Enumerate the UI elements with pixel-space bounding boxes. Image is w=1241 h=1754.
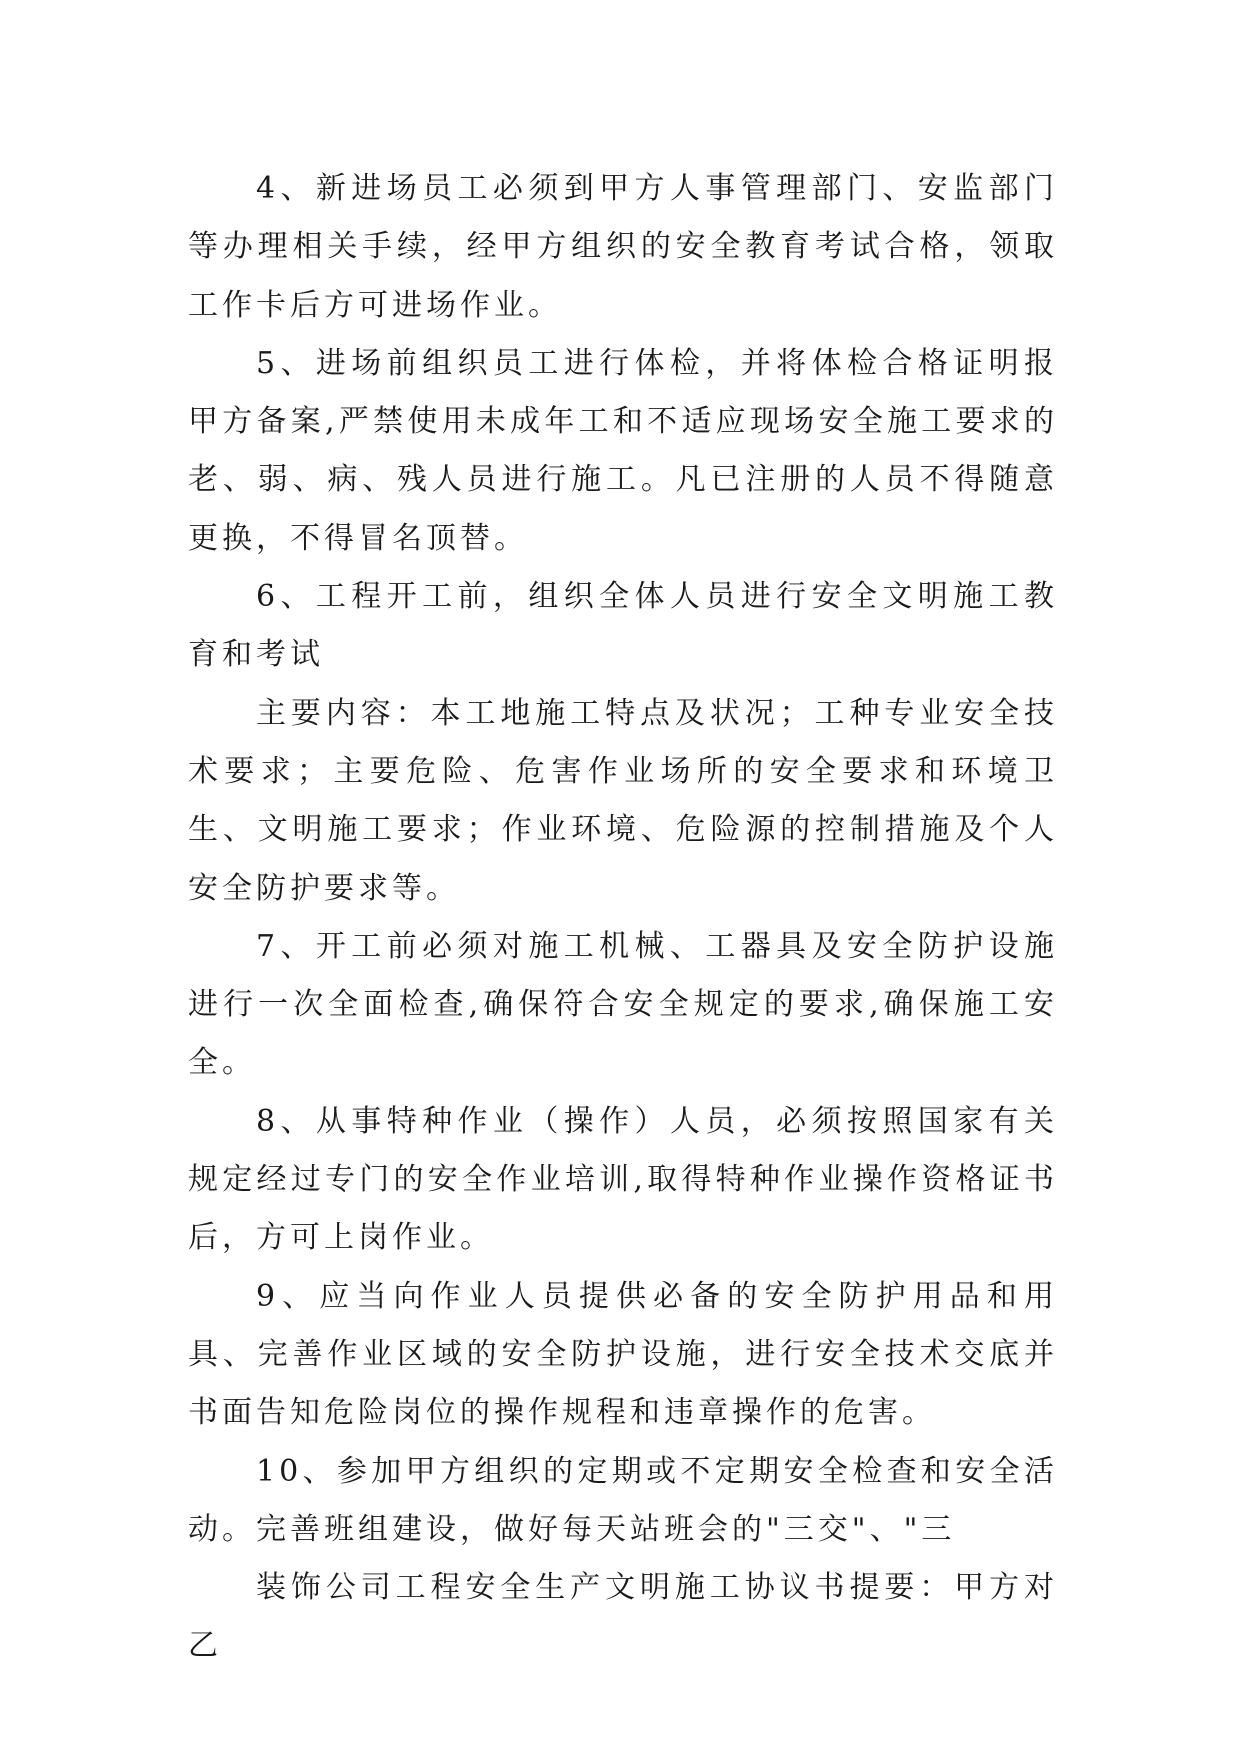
paragraph-5: 5、进场前组织员工进行体检，并将体检合格证明报甲方备案,严禁使用未成年工和不适应现场安全施工要求的老、弱、病、残人员进行施工。凡已注册的人员不得随意更换，不得冒名顶替。 (188, 345, 1058, 556)
paragraph-10: 10、参加甲方组织的定期或不定期安全检查和安全活动。完善班组建设，做好每天站班会的"三交"、"三 (188, 1453, 1058, 1547)
paragraph-summary: 装饰公司工程安全生产文明施工协议书提要：甲方对乙 (188, 1570, 1058, 1664)
paragraph-8: 8、从事特种作业（操作）人员，必须按照国家有关规定经过专门的安全作业培训,取得特种作业操作资格证书后，方可上岗作业。 (188, 1103, 1058, 1256)
paragraph-main-content: 主要内容：本工地施工特点及状况；工种专业安全技术要求；主要危险、危害作业场所的安全要求和环境卫生、文明施工要求；作业环境、危险源的控制措施及个人安全防护要求等。 (188, 695, 1058, 906)
paragraph-6: 6、工程开工前，组织全体人员进行安全文明施工教育和考试 (188, 579, 1058, 673)
paragraph-4: 4、新进场员工必须到甲方人事管理部门、安监部门等办理相关手续，经甲方组织的安全教育考试合格，领取工作卡后方可进场作业。 (188, 171, 1058, 323)
document-body (188, 160, 1058, 1676)
paragraph-9: 9、应当向作业人员提供必备的安全防护用品和用具、完善作业区域的安全防护设施，进行安全技术交底并书面告知危险岗位的操作规程和违章操作的危害。 (188, 1278, 1058, 1431)
paragraph-7: 7、开工前必须对施工机械、工器具及安全防护设施进行一次全面检查,确保符合安全规定的要求,确保施工安全。 (188, 928, 1058, 1081)
